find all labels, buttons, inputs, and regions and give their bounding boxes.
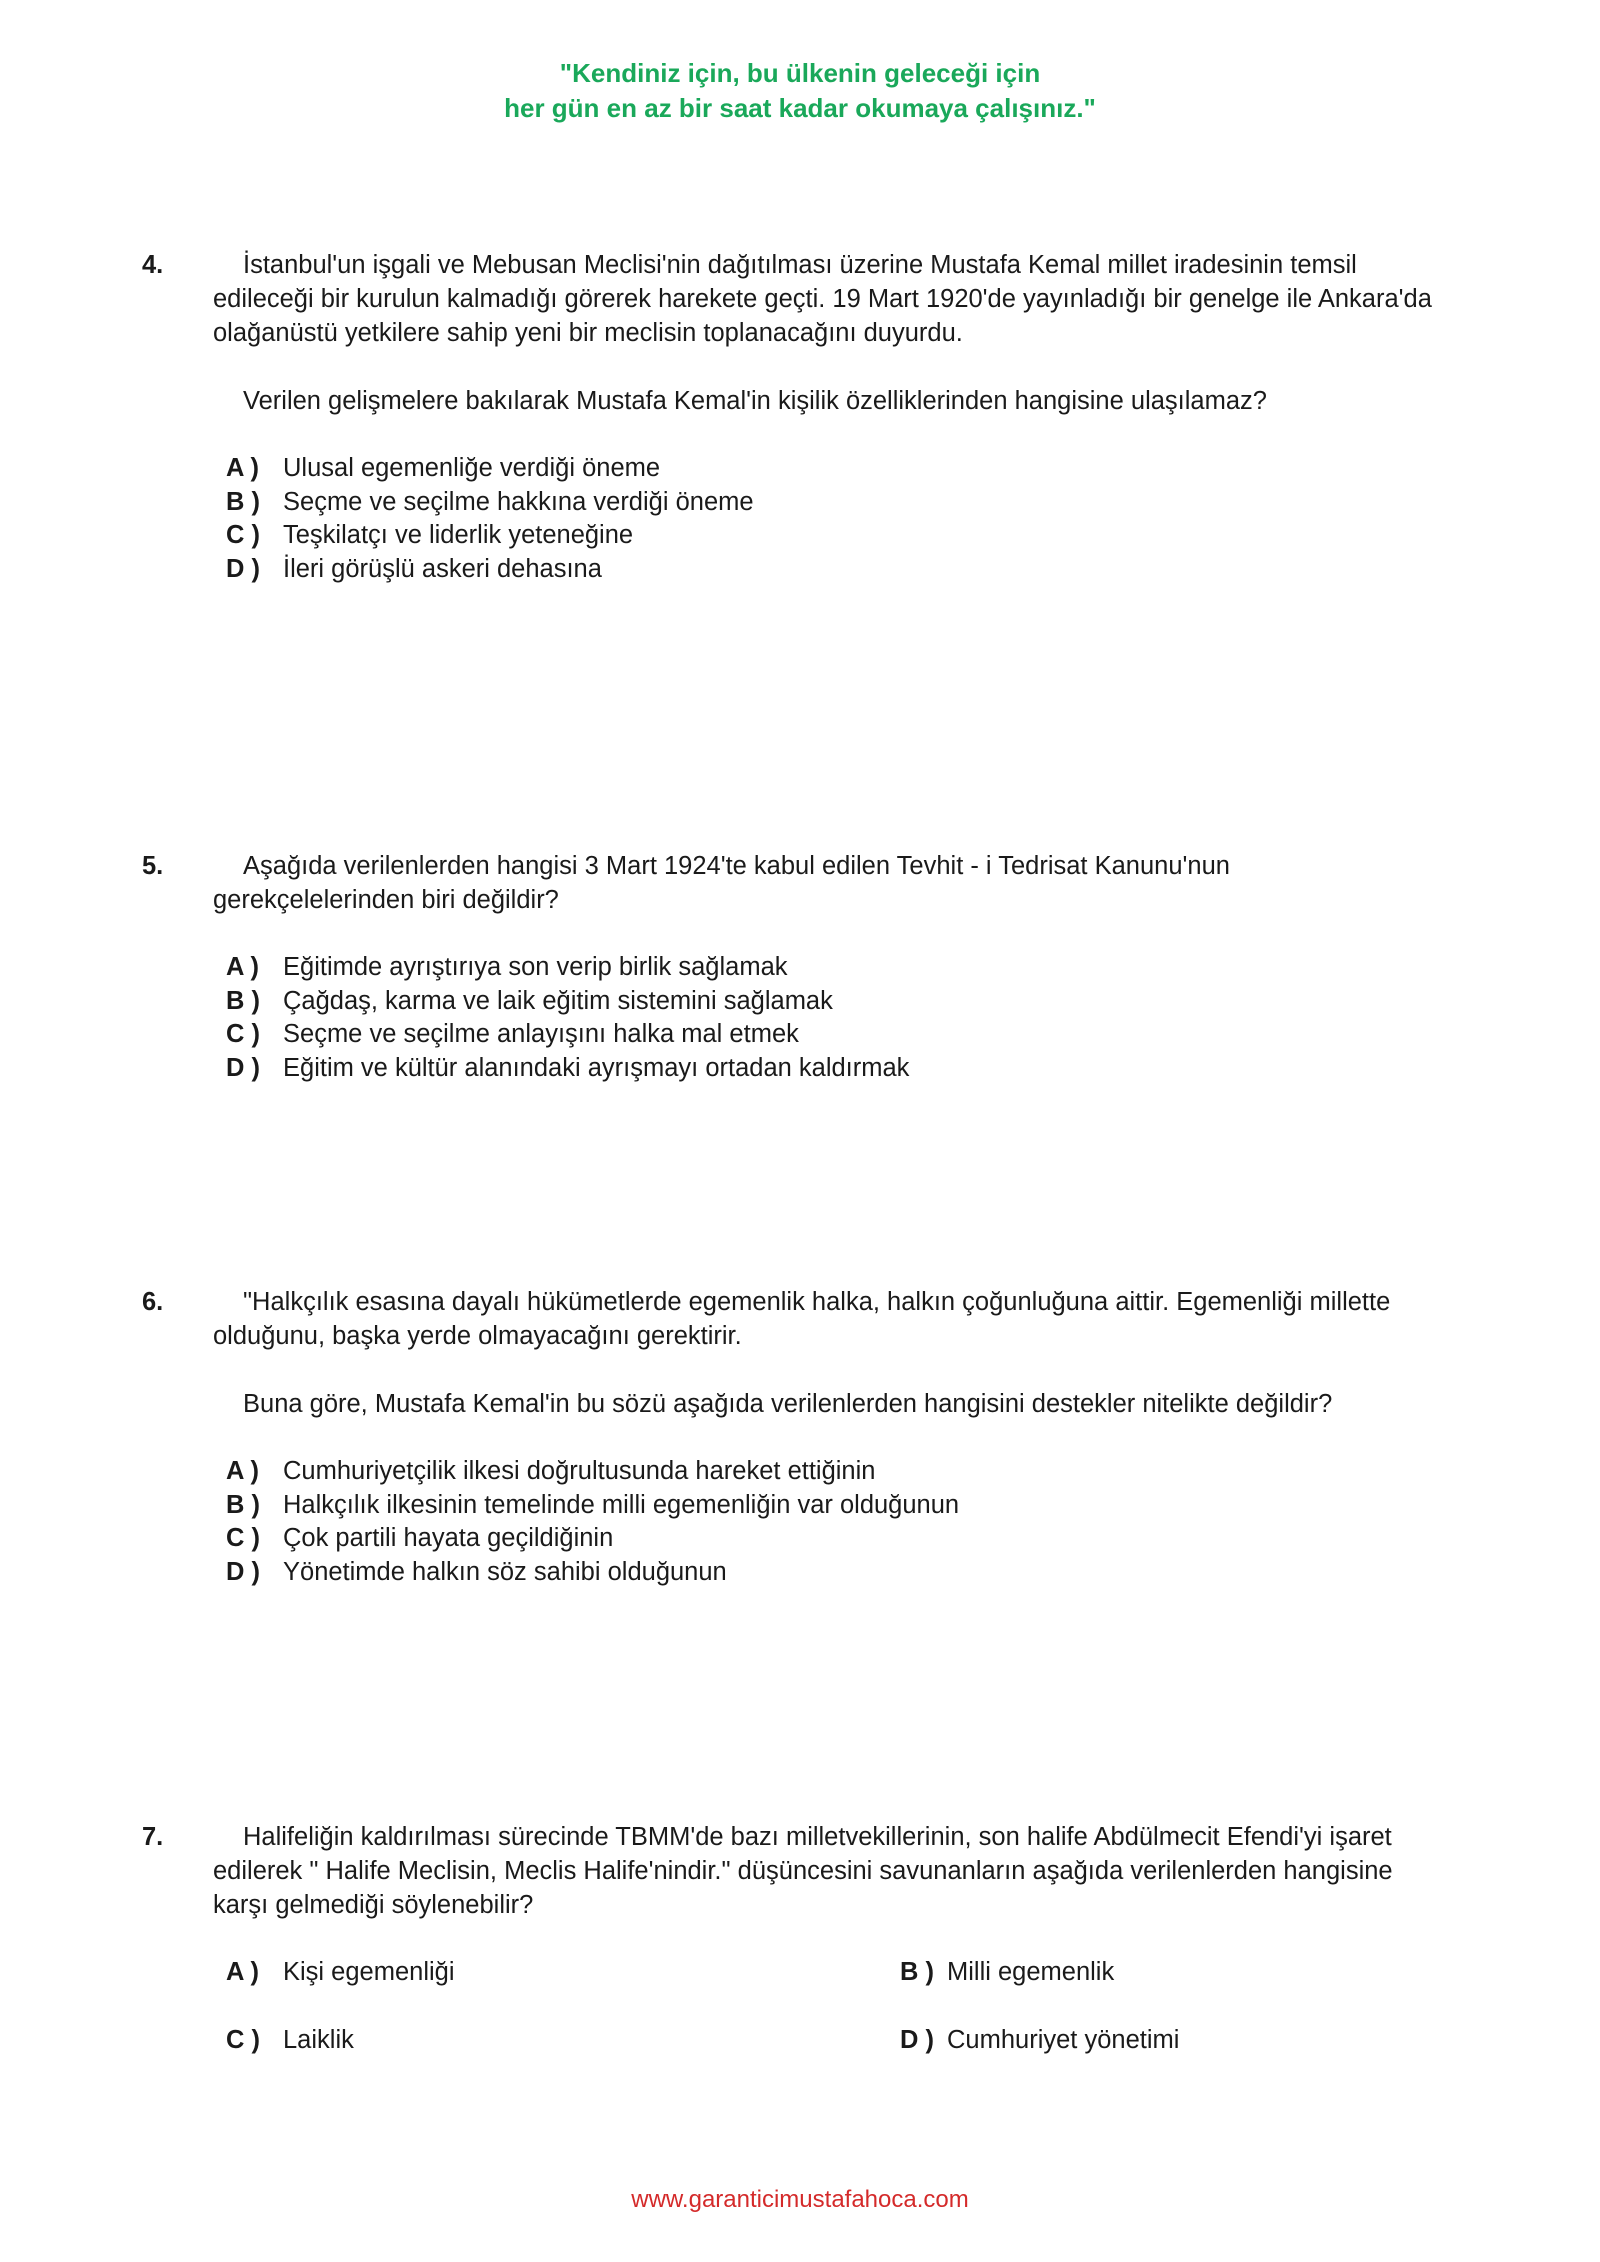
option-letter: A ) — [226, 1457, 260, 1485]
option-letter: A ) — [226, 454, 260, 482]
option-letter: C ) — [226, 1020, 260, 1048]
option-letter: D ) — [226, 1053, 260, 1082]
answer-options — [213, 1455, 1433, 1589]
option-text: Eğitim ve kültür alanındaki ayrışmayı ortadan kaldırmak — [283, 1053, 910, 1082]
question-body — [213, 849, 1433, 1085]
option-b[interactable] — [213, 1489, 1433, 1523]
page-header-quote — [0, 56, 1600, 126]
option-b[interactable] — [213, 486, 1433, 520]
option-text: Halkçılık ilkesinin temelinde milli egemenliğin var olduğunun — [283, 1490, 960, 1519]
question-number: 7. — [142, 1823, 164, 1851]
option-text: Ulusal egemenliğe verdiği öneme — [283, 454, 661, 482]
question-prompt: Buna göre, Mustafa Kemal'in bu sözü aşağıda verilenlerden hangisini destekler nitelikte değildir? — [243, 1390, 1333, 1418]
option-c[interactable] — [213, 1018, 1433, 1052]
option-letter: B ) — [226, 1490, 260, 1519]
option-c[interactable] — [213, 1522, 1433, 1556]
option-letter: B ) — [226, 986, 260, 1015]
option-b[interactable] — [213, 985, 1433, 1019]
question-number: 5. — [142, 852, 164, 880]
question-body — [213, 1285, 1433, 1589]
question-text: "Halkçılık esasına dayalı hükümetlerde egemenlik halka, halkın çoğunluğuna aittir. Egemenliği millette olduğunu, başka yerde olmayacağını gerektirir. — [213, 1288, 1391, 1350]
option-d[interactable] — [900, 2023, 1179, 2057]
option-letter: D ) — [226, 1557, 260, 1586]
footer-website-link[interactable]: www.garanticimustafahoca.com — [631, 2186, 969, 2213]
answer-options — [213, 452, 1433, 586]
header-quote-line-2: her gün en az bir saat kadar okumaya çalışınız." — [504, 93, 1096, 123]
question-number: 6. — [142, 1288, 164, 1316]
question-text: Halifeliğin kaldırılması sürecinde TBMM'de bazı milletvekillerinin, son halife Abdülmecit Efendi'yi işaret edilerek " Halife Meclisin, Meclis Halife'nindir." düşüncesini savunanların aşağıda verilenlerden hangisine karşı gelmediği söylenebilir? — [213, 1823, 1393, 1919]
option-text: Teşkilatçı ve liderlik yeteneğine — [283, 521, 634, 549]
option-a[interactable] — [213, 452, 1433, 486]
question-body — [213, 1820, 1433, 1922]
option-b[interactable] — [900, 1955, 1114, 1989]
option-text: Seçme ve seçilme hakkına verdiği öneme — [283, 487, 754, 516]
option-text: Kişi egemenliği — [283, 1958, 455, 1986]
option-text: Çağdaş, karma ve laik eğitim sistemini sağlamak — [283, 986, 833, 1015]
question-prompt: Verilen gelişmelere bakılarak Mustafa Kemal'in kişilik özelliklerinden hangisine ulaşılamaz? — [243, 387, 1267, 415]
option-text: Eğitimde ayrıştırıya son verip birlik sağlamak — [283, 953, 788, 981]
option-c[interactable] — [213, 519, 1433, 553]
option-letter: D ) — [900, 2026, 934, 2054]
option-letter: B ) — [226, 487, 260, 516]
question-number: 4. — [142, 251, 164, 279]
question-body — [213, 248, 1433, 586]
question-text: Aşağıda verilenlerden hangisi 3 Mart 1924'te kabul edilen Tevhit - i Tedrisat Kanunu'nun gerekçelelerinden biri değildir? — [213, 852, 1230, 914]
option-text: Cumhuriyet yönetimi — [947, 2026, 1180, 2054]
option-text: Cumhuriyetçilik ilkesi doğrultusunda hareket ettiğinin — [283, 1457, 876, 1485]
option-a[interactable] — [213, 951, 1433, 985]
option-letter: A ) — [226, 953, 260, 981]
question-text: İstanbul'un işgali ve Mebusan Meclisi'nin dağıtılması üzerine Mustafa Kemal millet iradesinin temsil edileceği bir kurulun kalmadığı görerek harekete geçti. 19 Mart 1920'de yayınladığı bir genelge ile Ankara'da olağanüstü yetkilere sahip yeni bir meclisin toplanacağını duyurdu. — [213, 251, 1432, 347]
option-text: Laiklik — [283, 2026, 354, 2054]
option-letter: C ) — [226, 1524, 260, 1552]
option-d[interactable] — [213, 1556, 1433, 1590]
option-text: Yönetimde halkın söz sahibi olduğunun — [283, 1557, 727, 1586]
option-text: Çok partili hayata geçildiğinin — [283, 1524, 614, 1552]
option-text: Milli egemenlik — [947, 1958, 1115, 1986]
option-text: Seçme ve seçilme anlayışını halka mal etmek — [283, 1020, 799, 1048]
answer-options — [213, 951, 1433, 1085]
header-quote-line-1: "Kendiniz için, bu ülkenin geleceği için — [559, 58, 1041, 88]
option-a[interactable] — [226, 1955, 455, 1989]
option-letter: A ) — [226, 1958, 260, 1986]
option-c[interactable] — [226, 2023, 354, 2057]
option-a[interactable] — [213, 1455, 1433, 1489]
option-letter: C ) — [226, 2026, 260, 2054]
option-d[interactable] — [213, 553, 1433, 587]
option-letter: D ) — [226, 554, 260, 583]
option-text: İleri görüşlü askeri dehasına — [283, 554, 602, 583]
option-letter: B ) — [900, 1958, 934, 1986]
option-letter: C ) — [226, 521, 260, 549]
option-d[interactable] — [213, 1052, 1433, 1086]
